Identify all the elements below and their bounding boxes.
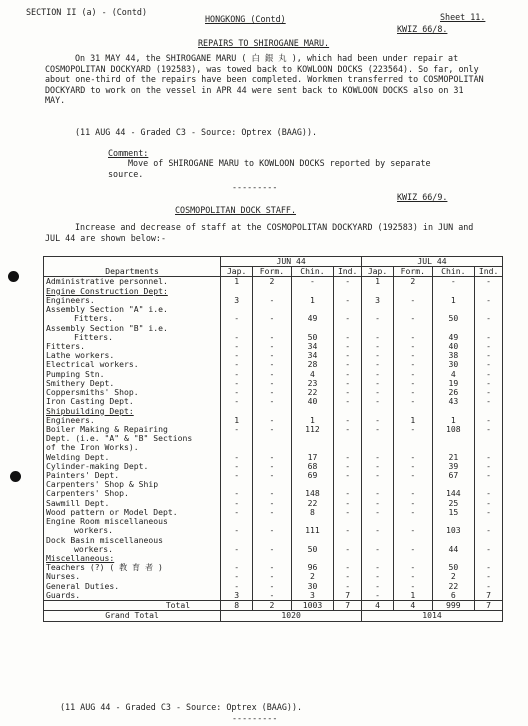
value-cell: - — [362, 416, 394, 425]
value-cell: - — [253, 508, 291, 517]
value-cell: - — [362, 563, 394, 572]
department-cell: Carpenters' Shop & Ship — [44, 480, 221, 489]
value-cell: 26 — [432, 388, 475, 397]
subheader-cell: Chin. — [291, 267, 334, 277]
value-cell: - — [432, 277, 475, 287]
value-cell: 17 — [291, 453, 334, 462]
value-cell: 49 — [432, 333, 475, 342]
value-cell: - — [362, 351, 394, 360]
value-cell: 144 — [432, 489, 475, 498]
value-cell: 148 — [291, 489, 334, 498]
value-cell: 1 — [221, 277, 253, 287]
grand-total-jun: 1020 — [221, 611, 362, 621]
staff-intro: Increase and decrease of staff at the COSMOPOLITAN DOCKYARD (192583) in JUN and JUL 44 are shown below:- — [45, 222, 474, 243]
value-cell: 3 — [221, 591, 253, 601]
value-cell: 6 — [432, 591, 475, 601]
value-cell: - — [475, 351, 503, 360]
department-cell: Shipbuilding Dept: — [44, 407, 221, 416]
value-cell: - — [394, 379, 432, 388]
value-cell — [334, 434, 362, 443]
total-label: Total — [44, 601, 221, 611]
department-cell: Dept. (i.e. "A" & "B" Sections — [44, 434, 221, 443]
value-cell: 21 — [432, 453, 475, 462]
value-cell: 3 — [362, 296, 394, 305]
value-cell: - — [394, 489, 432, 498]
repairs-title: REPAIRS TO SHIROGANE MARU. — [198, 38, 330, 48]
value-cell: - — [394, 453, 432, 462]
value-cell: 30 — [291, 582, 334, 591]
department-cell: Electrical workers. — [44, 360, 221, 369]
departments-header: Departments — [44, 257, 221, 277]
value-cell: - — [475, 582, 503, 591]
value-cell — [432, 434, 475, 443]
value-cell: - — [475, 489, 503, 498]
value-cell: - — [394, 526, 432, 535]
value-cell: 69 — [291, 471, 334, 480]
value-cell — [394, 434, 432, 443]
value-cell: - — [394, 499, 432, 508]
department-cell: Coppersmiths' Shop. — [44, 388, 221, 397]
value-cell: - — [253, 296, 291, 305]
staff-table — [43, 256, 503, 622]
value-cell: - — [394, 508, 432, 517]
value-cell: - — [475, 360, 503, 369]
value-cell: - — [334, 314, 362, 323]
section-divider: --------- — [232, 182, 278, 192]
value-cell: 25 — [432, 499, 475, 508]
value-cell — [475, 434, 503, 443]
department-cell: Guards. — [44, 591, 221, 601]
value-cell: - — [362, 342, 394, 351]
value-cell: - — [394, 333, 432, 342]
value-cell: 103 — [432, 526, 475, 535]
value-cell: - — [221, 370, 253, 379]
value-cell: 2 — [394, 277, 432, 287]
footer-source: (11 AUG 44 - Graded C3 - Source: Optrex (BAAG)). — [60, 702, 303, 712]
value-cell: - — [475, 425, 503, 434]
value-cell: - — [334, 508, 362, 517]
value-cell: 1 — [291, 296, 334, 305]
value-cell: - — [475, 462, 503, 471]
value-cell: 44 — [432, 545, 475, 554]
total-cell: 2 — [253, 601, 291, 611]
department-cell: Administrative personnel. — [44, 277, 221, 287]
value-cell: - — [334, 471, 362, 480]
value-cell: - — [253, 462, 291, 471]
value-cell: - — [221, 360, 253, 369]
value-cell: - — [253, 453, 291, 462]
page-center-heading: HONGKONG (Contd) — [205, 14, 286, 24]
value-cell: - — [221, 333, 253, 342]
value-cell: - — [291, 277, 334, 287]
value-cell: - — [253, 351, 291, 360]
value-cell: 111 — [291, 526, 334, 535]
value-cell: - — [253, 489, 291, 498]
value-cell: 38 — [432, 351, 475, 360]
value-cell: - — [475, 563, 503, 572]
value-cell: - — [362, 370, 394, 379]
department-cell: Dock Basin miscellaneous — [44, 536, 221, 545]
value-cell: - — [475, 370, 503, 379]
value-cell: - — [475, 296, 503, 305]
value-cell: - — [253, 526, 291, 535]
total-row — [44, 601, 503, 611]
value-cell: 4 — [432, 370, 475, 379]
value-cell: 30 — [432, 360, 475, 369]
department-cell: Sawmill Dept. — [44, 499, 221, 508]
value-cell: - — [253, 314, 291, 323]
section-heading: SECTION II (a) - (Contd) — [26, 7, 148, 17]
comment-text: Move of SHIROGANE MARU to KOWLOON DOCKS reported by separate source. — [108, 158, 431, 179]
grand-total-label: Grand Total — [44, 611, 221, 621]
value-cell: - — [221, 379, 253, 388]
value-cell: - — [334, 462, 362, 471]
value-cell: - — [334, 545, 362, 554]
subheader-cell: Jap. — [221, 267, 253, 277]
value-cell: 1 — [362, 277, 394, 287]
value-cell: - — [362, 425, 394, 434]
value-cell: - — [253, 397, 291, 406]
total-cell: 999 — [432, 601, 475, 611]
value-cell: 2 — [432, 572, 475, 581]
value-cell: 15 — [432, 508, 475, 517]
value-cell: - — [253, 572, 291, 581]
value-cell: - — [334, 416, 362, 425]
value-cell: - — [475, 526, 503, 535]
value-cell: - — [362, 499, 394, 508]
value-cell: 3 — [291, 591, 334, 601]
value-cell: - — [221, 471, 253, 480]
department-cell: Iron Casting Dept. — [44, 397, 221, 406]
value-cell: - — [221, 342, 253, 351]
subheader-cell: Jap. — [362, 267, 394, 277]
value-cell: - — [334, 563, 362, 572]
value-cell: 40 — [291, 397, 334, 406]
value-cell: - — [334, 526, 362, 535]
value-cell: - — [334, 277, 362, 287]
value-cell: - — [362, 397, 394, 406]
value-cell: - — [334, 453, 362, 462]
value-cell: - — [475, 508, 503, 517]
value-cell: - — [253, 545, 291, 554]
value-cell: - — [394, 351, 432, 360]
value-cell: 40 — [432, 342, 475, 351]
value-cell: - — [221, 582, 253, 591]
value-cell: - — [475, 379, 503, 388]
department-cell: Fitters. — [44, 333, 221, 342]
department-cell: of the Iron Works). — [44, 443, 221, 452]
value-cell: - — [394, 545, 432, 554]
value-cell: - — [362, 314, 394, 323]
value-cell: 19 — [432, 379, 475, 388]
value-cell: - — [221, 453, 253, 462]
value-cell: - — [253, 499, 291, 508]
value-cell: - — [394, 425, 432, 434]
department-cell: Pumping Stn. — [44, 370, 221, 379]
department-cell: Assembly Section "B" i.e. — [44, 324, 221, 333]
value-cell: 1 — [432, 416, 475, 425]
value-cell: 50 — [291, 333, 334, 342]
value-cell: - — [394, 462, 432, 471]
value-cell: - — [221, 489, 253, 498]
value-cell: - — [475, 397, 503, 406]
value-cell: - — [394, 296, 432, 305]
value-cell: - — [362, 572, 394, 581]
value-cell: - — [362, 388, 394, 397]
table-month-header — [44, 257, 503, 267]
department-cell: Fitters. — [44, 342, 221, 351]
value-cell: - — [253, 582, 291, 591]
table-body — [44, 277, 503, 601]
department-cell: Fitters. — [44, 314, 221, 323]
value-cell: - — [334, 572, 362, 581]
value-cell: - — [394, 563, 432, 572]
department-cell: Lathe workers. — [44, 351, 221, 360]
value-cell: - — [394, 471, 432, 480]
footer-divider: --------- — [232, 713, 278, 723]
value-cell: 2 — [291, 572, 334, 581]
punch-hole-top — [8, 271, 19, 282]
total-cell: 7 — [475, 601, 503, 611]
value-cell — [362, 434, 394, 443]
department-cell: Wood pattern or Model Dept. — [44, 508, 221, 517]
department-cell: Engineers. — [44, 416, 221, 425]
value-cell: - — [475, 499, 503, 508]
value-cell: - — [475, 471, 503, 480]
value-cell: - — [475, 416, 503, 425]
value-cell: - — [394, 370, 432, 379]
value-cell: - — [394, 572, 432, 581]
value-cell: 49 — [291, 314, 334, 323]
value-cell: - — [475, 453, 503, 462]
value-cell: - — [334, 499, 362, 508]
value-cell: - — [475, 388, 503, 397]
value-cell: 3 — [221, 296, 253, 305]
value-cell: - — [362, 591, 394, 601]
subheader-cell: Chin. — [432, 267, 475, 277]
value-cell: 1 — [394, 591, 432, 601]
value-cell: - — [334, 296, 362, 305]
department-cell: Carpenters' Shop. — [44, 489, 221, 498]
comment-label: Comment: — [108, 148, 149, 158]
value-cell — [253, 434, 291, 443]
value-cell: 108 — [432, 425, 475, 434]
value-cell: 4 — [291, 370, 334, 379]
punch-hole-bottom — [10, 471, 21, 482]
subheader-cell: Ind. — [475, 267, 503, 277]
value-cell: 28 — [291, 360, 334, 369]
repairs-paragraph: On 31 MAY 44, the SHIROGANE MARU ( 白 銀 丸 ), which had been under repair at COSMOPOLITAN DOCKYARD (192583), was towed back to KOWLOON DOCKS (223564). So far, only about one-third of the repairs have been completed. Workmen transferred to COSMOPOLITAN DOCKYARD to work on the vessel in APR 44 were sent back to KOWLOON DOCKS also on 31 MAY. — [45, 53, 484, 105]
value-cell: - — [221, 314, 253, 323]
value-cell: - — [475, 314, 503, 323]
total-cell: 1003 — [291, 601, 334, 611]
value-cell: 43 — [432, 397, 475, 406]
value-cell: - — [221, 572, 253, 581]
staff-reference: KWIZ 66/9. — [397, 192, 448, 202]
value-cell: - — [475, 333, 503, 342]
value-cell: - — [253, 370, 291, 379]
value-cell: - — [334, 370, 362, 379]
repairs-source: (11 AUG 44 - Graded C3 - Source: Optrex (BAAG)). — [75, 127, 318, 137]
header-reference: KWIZ 66/8. — [397, 24, 448, 34]
department-cell: Engineers. — [44, 296, 221, 305]
value-cell: - — [334, 342, 362, 351]
value-cell: - — [394, 397, 432, 406]
value-cell: 22 — [291, 388, 334, 397]
value-cell: - — [362, 462, 394, 471]
value-cell: 34 — [291, 342, 334, 351]
value-cell: - — [334, 351, 362, 360]
value-cell: - — [221, 563, 253, 572]
value-cell: 68 — [291, 462, 334, 471]
value-cell: 1 — [221, 416, 253, 425]
value-cell: - — [362, 489, 394, 498]
value-cell: - — [334, 582, 362, 591]
value-cell: 1 — [394, 416, 432, 425]
value-cell: 2 — [253, 277, 291, 287]
value-cell: - — [221, 425, 253, 434]
value-cell: - — [253, 388, 291, 397]
value-cell: - — [475, 545, 503, 554]
department-cell: Engine Construction Dept: — [44, 287, 221, 296]
value-cell: - — [253, 333, 291, 342]
value-cell: - — [253, 563, 291, 572]
value-cell: - — [221, 499, 253, 508]
value-cell: - — [334, 397, 362, 406]
value-cell: - — [475, 277, 503, 287]
department-cell: Teachers (?) ( 教 育 者 ) — [44, 563, 221, 572]
value-cell: 67 — [432, 471, 475, 480]
value-cell: - — [334, 360, 362, 369]
value-cell: - — [334, 379, 362, 388]
value-cell: - — [253, 379, 291, 388]
department-cell: Smithery Dept. — [44, 379, 221, 388]
value-cell: - — [221, 508, 253, 517]
department-cell: Painters' Dept. — [44, 471, 221, 480]
total-cell: 7 — [334, 601, 362, 611]
value-cell — [221, 434, 253, 443]
department-cell: Boiler Making & Repairing — [44, 425, 221, 434]
department-cell: workers. — [44, 526, 221, 535]
value-cell: - — [362, 471, 394, 480]
value-cell: - — [253, 425, 291, 434]
grand-total-jul: 1014 — [362, 611, 503, 621]
value-cell: - — [394, 360, 432, 369]
value-cell: - — [362, 453, 394, 462]
department-cell: Nurses. — [44, 572, 221, 581]
month-jun-header: JUN 44 — [221, 257, 362, 267]
value-cell: - — [362, 379, 394, 388]
sheet-number: Sheet 11. — [440, 12, 486, 22]
value-cell: - — [394, 314, 432, 323]
value-cell: - — [362, 508, 394, 517]
total-cell: 8 — [221, 601, 253, 611]
value-cell: - — [394, 582, 432, 591]
department-cell: Assembly Section "A" i.e. — [44, 305, 221, 314]
value-cell: - — [221, 388, 253, 397]
value-cell: - — [362, 526, 394, 535]
value-cell: 50 — [432, 314, 475, 323]
value-cell: - — [253, 591, 291, 601]
value-cell: - — [221, 351, 253, 360]
value-cell: - — [475, 342, 503, 351]
value-cell: - — [221, 397, 253, 406]
value-cell: 96 — [291, 563, 334, 572]
value-cell: - — [334, 425, 362, 434]
subheader-cell: Ind. — [334, 267, 362, 277]
subheader-cell: Form. — [394, 267, 432, 277]
value-cell: 1 — [432, 296, 475, 305]
value-cell: 50 — [432, 563, 475, 572]
value-cell: 1 — [291, 416, 334, 425]
department-cell: workers. — [44, 545, 221, 554]
department-cell: General Duties. — [44, 582, 221, 591]
value-cell: - — [221, 462, 253, 471]
value-cell: - — [221, 545, 253, 554]
value-cell: - — [475, 572, 503, 581]
month-jul-header: JUL 44 — [362, 257, 503, 267]
department-cell: Welding Dept. — [44, 453, 221, 462]
subheader-cell: Form. — [253, 267, 291, 277]
value-cell: 50 — [291, 545, 334, 554]
value-cell: - — [394, 388, 432, 397]
value-cell: - — [334, 489, 362, 498]
value-cell: 34 — [291, 351, 334, 360]
value-cell: - — [362, 333, 394, 342]
department-cell: Cylinder-making Dept. — [44, 462, 221, 471]
value-cell: 7 — [475, 591, 503, 601]
total-cell: 4 — [394, 601, 432, 611]
grand-total-row — [44, 611, 503, 621]
value-cell: - — [253, 360, 291, 369]
value-cell: 23 — [291, 379, 334, 388]
value-cell: - — [394, 342, 432, 351]
value-cell: 7 — [334, 591, 362, 601]
value-cell: - — [362, 582, 394, 591]
value-cell — [291, 434, 334, 443]
value-cell: - — [334, 388, 362, 397]
value-cell: - — [362, 545, 394, 554]
value-cell: - — [334, 333, 362, 342]
value-cell: - — [253, 416, 291, 425]
value-cell: 8 — [291, 508, 334, 517]
value-cell: 112 — [291, 425, 334, 434]
value-cell: - — [362, 360, 394, 369]
total-cell: 4 — [362, 601, 394, 611]
value-cell: 22 — [432, 582, 475, 591]
department-cell: Engine Room miscellaneous — [44, 517, 221, 526]
value-cell: - — [221, 526, 253, 535]
value-cell: - — [253, 342, 291, 351]
value-cell: - — [253, 471, 291, 480]
value-cell: 39 — [432, 462, 475, 471]
value-cell: 22 — [291, 499, 334, 508]
department-cell: Miscellaneous: — [44, 554, 221, 563]
staff-title: COSMOPOLITAN DOCK STAFF. — [175, 205, 297, 215]
